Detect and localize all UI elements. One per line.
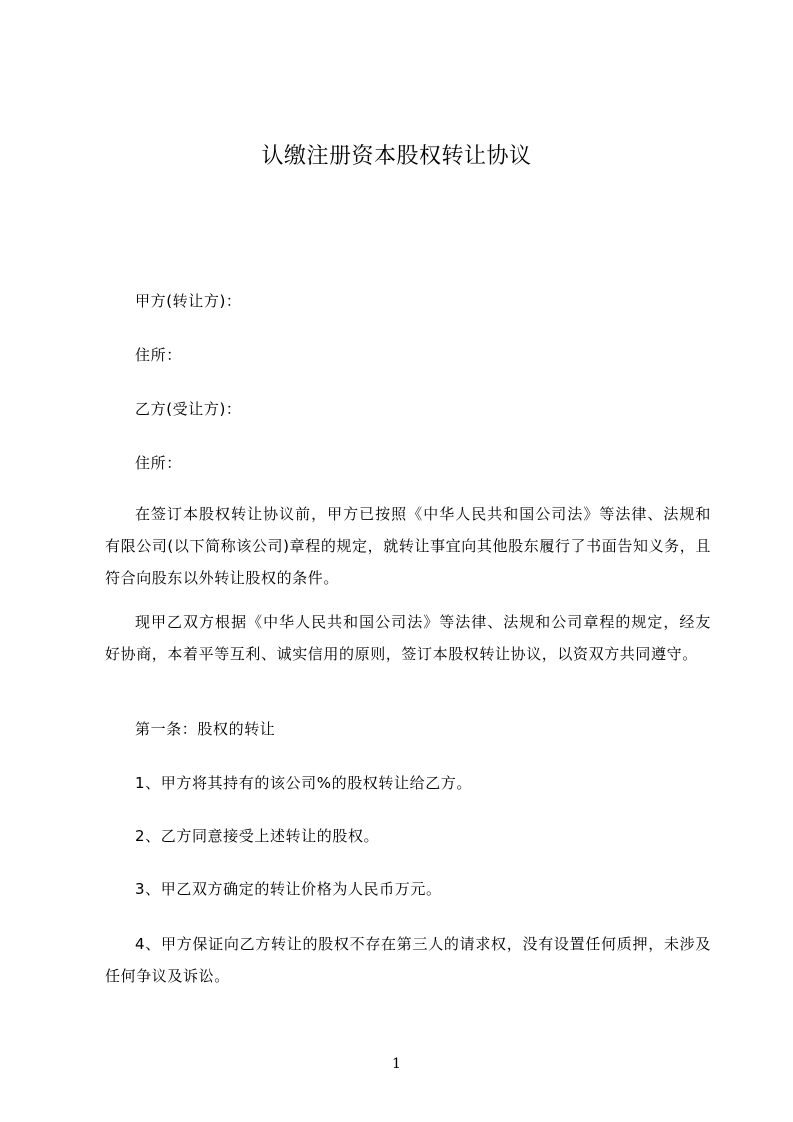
article-1-clause: 2、乙方同意接受上述转让的股权。 — [135, 827, 380, 845]
party-a-address-label: 住所： — [135, 346, 182, 364]
article-1-clause: 4、甲方保证向乙方转让的股权不存在第三人的请求权，没有设置任何质押，未涉及任何争议及诉讼。 — [105, 935, 711, 985]
party-b-label: 乙方(受让方)： — [135, 400, 242, 418]
party-a-label: 甲方(转让方)： — [135, 292, 242, 310]
intro-paragraph-2: 现甲乙双方根据《中华人民共和国公司法》等法律、法规和公司章程的规定，经友好协商，本着平等互利、诚实信用的原则，签订本股权转让协议，以资双方共同遵守。 — [105, 613, 711, 663]
article-1-clause: 1、甲方将其持有的该公司%的股权转让给乙方。 — [135, 774, 472, 792]
party-b-address-label: 住所： — [135, 454, 182, 472]
article-1-clause: 3、甲乙双方确定的转让价格为人民币万元。 — [135, 880, 442, 898]
page-number: 1 — [392, 1056, 401, 1072]
document-title: 认缴注册资本股权转让协议 — [261, 144, 532, 169]
intro-paragraph-1: 在签订本股权转让协议前，甲方已按照《中华人民共和国公司法》等法律、法规和有限公司(以下简称该公司)章程的规定，就转让事宜向其他股东履行了书面告知义务，且符合向股东以外转让股权的条件。 — [105, 505, 711, 587]
article-1-heading: 第一条：股权的转让 — [135, 720, 276, 738]
